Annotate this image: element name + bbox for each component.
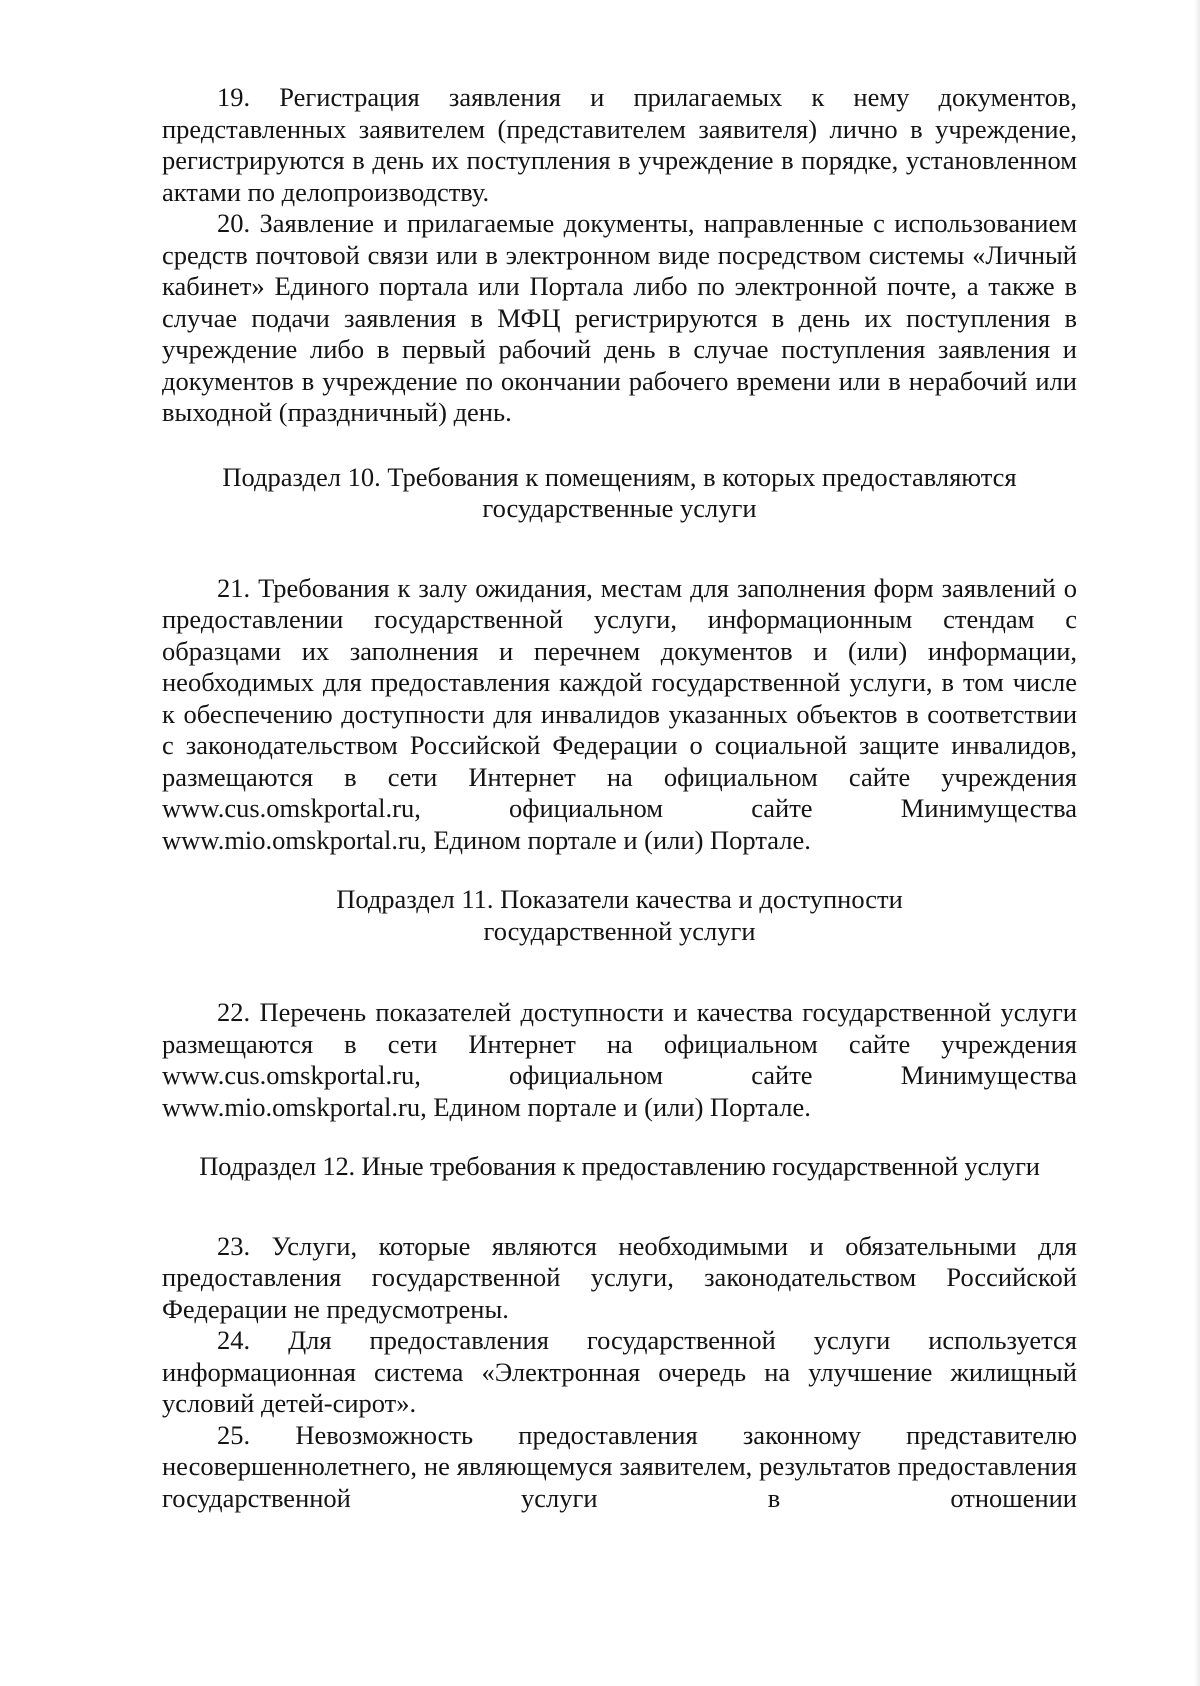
paragraph-19: 19. Регистрация заявления и прилагаемых к нему документов, представленных заявителем (представителем заявителя) лично в учреждение, регистрируются в день их поступления в учреждение в порядке, установленном актами по делопроизводству. [162,82,1077,207]
subsection-11-heading [162,884,1077,947]
paragraph-21: 21. Требования к залу ожидания, местам для заполнения форм заявлений о предоставлении государственной услуги, информационным стендам с образцами их заполнения и перечнем документов и (или) информации, необходимых для предоставления каждой государственной услуги, в том числе к обеспечению доступности для инвалидов указанных объектов в соответствии с законодательством Российской Федерации о социальной защите инвалидов, размещаются в сети Интернет на официальном сайте учреждения www.cus.omskportal.ru, официальном сайте Минимущества www.mio.omskportal.ru, Едином портале и (или) Портале. [162,572,1077,855]
subsection-12-heading: Подраздел 12. Иные требования к предоставлению государственной услуги [199,1151,1040,1181]
document-body [162,82,1077,1514]
paragraph-20: 20. Заявление и прилагаемые документы, направленные с использованием средств почтовой связи или в электронном виде посредством системы «Личный кабинет» Единого портала или Портала либо по электронной почте, а также в случае подачи заявления в МФЦ регистрируются в день их поступления в учреждение либо в первый рабочий день в случае поступления заявления и документов в учреждение по окончании рабочего времени или в нерабочий или выходной (праздничный) день. [162,208,1077,427]
paragraph-25: 25. Невозможность предоставления законному представителю несовершеннолетнего, не являющемуся заявителем, результатов предоставления государственной услуги в отношении [162,1419,1077,1513]
subsection-10-heading-line2: государственные услуги [482,493,757,523]
paragraph-24: 24. Для предоставления государственной услуги используется информационная система «Электронная очередь на улучшение жилищный условий детей-сирот». [162,1325,1077,1418]
subsection-11-heading-line2: государственной услуги [483,915,756,946]
subsection-10-heading [162,462,1077,525]
subsection-11-heading-line1: Подраздел 11. Показатели качества и доступности [336,884,903,914]
paragraph-23: 23. Услуги, которые являются необходимыми и обязательными для предоставления государственной услуги, законодательством Российской Федерации не предусмотрены. [162,1230,1077,1324]
subsection-10-heading-line1: Подраздел 10. Требования к помещениям, в которых предоставляются [222,461,1017,492]
paragraph-22: 22. Перечень показателей доступности и качества государственной услуги размещаются в сети Интернет на официальном сайте учреждения www.cus.omskportal.ru, официальном сайте Минимущества www.mio.omskportal.ru, Едином портале и (или) Портале. [162,997,1077,1122]
scan-edge [1194,0,1200,1686]
